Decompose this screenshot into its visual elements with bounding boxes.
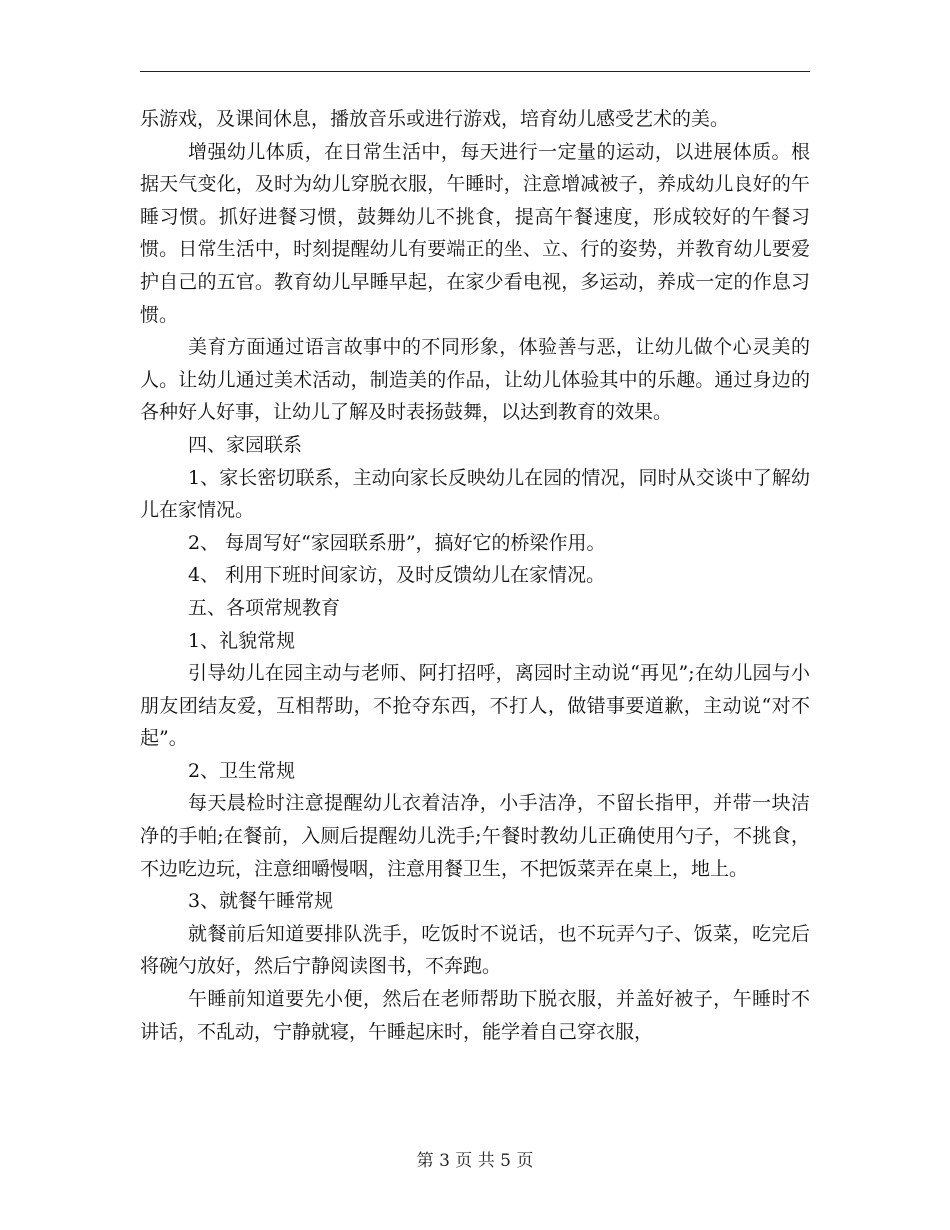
paragraph: 引导幼儿在园主动与老师、阿打招呼，离园时主动说“再见”;在幼儿园与小朋友团结友爱，互相帮助，不抢夺东西，不打人，做错事要道歉，主动说“对不起”。 [140, 662, 810, 750]
paragraph: 增强幼儿体质，在日常生活中，每天进行一定量的运动，以进展体质。根据天气变化，及时为幼儿穿脱衣服，午睡时，注意增减被子，养成幼儿良好的午睡习惯。抓好进餐习惯，鼓舞幼儿不挑食，提高午餐速度，形成较好的午餐习惯。日常生活中，时刻提醒幼儿有要端正的坐、立、行的姿势，并教育幼儿要爱护自己的五官。教育幼儿早睡早起，在家少看电视，多运动，养成一定的作息习惯。 [140, 140, 810, 326]
paragraph: 4、 利用下班时间家访，及时反馈幼儿在家情况。 [188, 564, 606, 587]
subsection-heading: 3、就餐午睡常规 [188, 890, 334, 913]
paragraph: 乐游戏，及课间休息，播放音乐或进行游戏，培育幼儿感受艺术的美。 [140, 108, 730, 130]
paragraph: 美育方面通过语言故事中的不同形象，体验善与恶，让幼儿做个心灵美的人。让幼儿通过美术活动，制造美的作品，让幼儿体验其中的乐趣。通过身边的各种好人好事，让幼儿了解及时表扬鼓舞，以达到教育的效果。 [140, 336, 810, 424]
paragraph: 每天晨检时注意提醒幼儿衣着洁净，小手洁净，不留长指甲，并带一块洁净的手帕;在餐前，入厕后提醒幼儿洗手;午餐时教幼儿正确使用勺子，不挑食，不边吃边玩，注意细嚼慢咽，注意用餐卫生，不把饭菜弄在桌上，地上。 [140, 792, 810, 880]
section-heading: 五、各项常规教育 [188, 596, 341, 619]
paragraph: 午睡前知道要先小便，然后在老师帮助下脱衣服，并盖好被子，午睡时不讲话，不乱动，宁静就寝，午睡起床时，能学着自己穿衣服， [140, 988, 810, 1043]
paragraph: 2、 每周写好“家园联系册”，搞好它的桥梁作用。 [188, 531, 606, 554]
header-rule [140, 71, 810, 72]
page-number-footer: 第 3 页 共 5 页 [416, 1151, 534, 1171]
subsection-heading: 2、卫生常规 [188, 759, 296, 782]
section-heading: 四、家园联系 [188, 433, 303, 456]
subsection-heading: 1、礼貌常规 [188, 629, 296, 652]
paragraph: 1、家长密切联系，主动向家长反映幼儿在园的情况，同时从交谈中了解幼儿在家情况。 [140, 466, 810, 522]
body-text [140, 103, 810, 1048]
paragraph: 就餐前后知道要排队洗手，吃饭时不说话，也不玩弄勺子、饭菜，吃完后将碗勺放好，然后宁静阅读图书，不奔跑。 [140, 922, 810, 978]
